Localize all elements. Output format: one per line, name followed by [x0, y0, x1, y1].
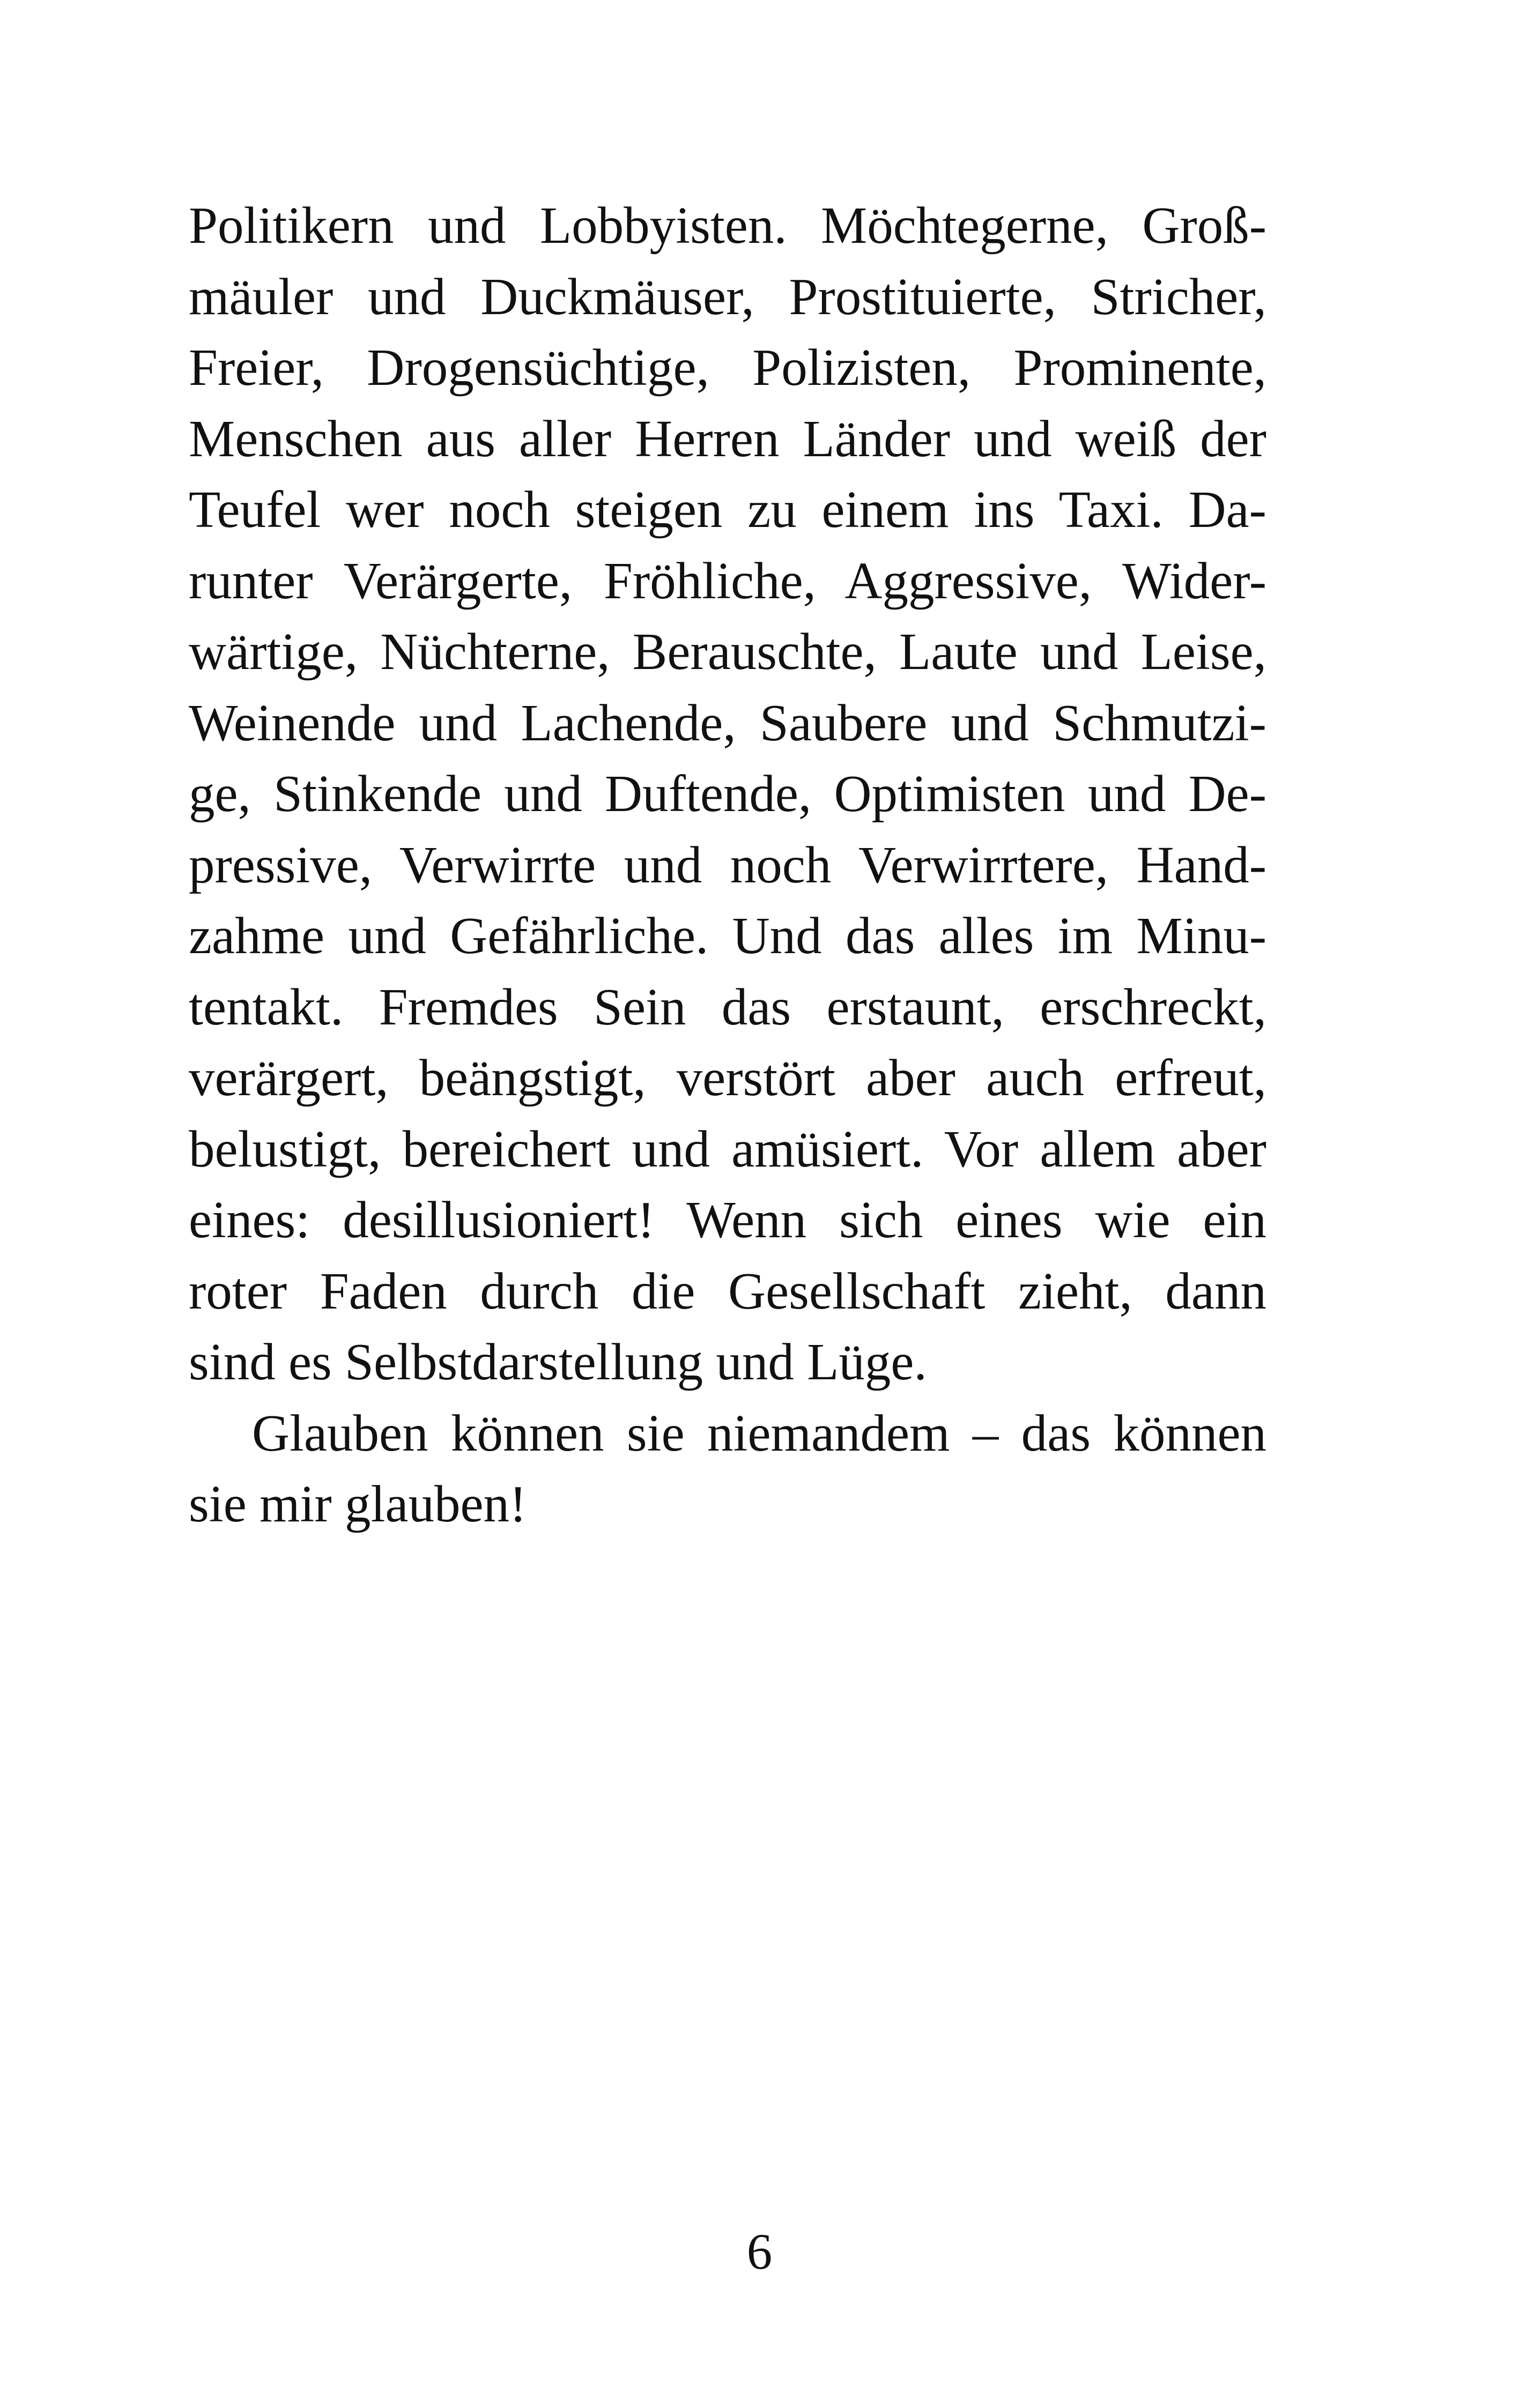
text-line: Weinende und Lachende, Saubere und Schmutzi-	[189, 694, 1266, 752]
text-line: sind es Selbstdarstellung und Lüge.	[189, 1333, 927, 1391]
text-line: zahme und Gefährliche. Und das alles im Minu-	[189, 907, 1266, 964]
text-line: Freier, Drogensüchtige, Polizisten, Prominente,	[189, 339, 1266, 396]
text-line: sie mir glauben!	[189, 1475, 527, 1533]
text-line: roter Faden durch die Gesellschaft zieht, dann	[189, 1262, 1266, 1320]
text-line: ge, Stinkende und Duftende, Optimisten und De-	[189, 765, 1266, 822]
text-line: mäuler und Duckmäuser, Prostituierte, Stricher,	[189, 267, 1266, 325]
paragraph-1	[189, 190, 1266, 1398]
text-line: pressive, Verwirrte und noch Verwirrtere, Hand-	[189, 836, 1266, 894]
text-line: runter Verärgerte, Fröhliche, Aggressive, Wider-	[189, 552, 1266, 610]
text-line: Menschen aus aller Herren Länder und weiß der	[189, 410, 1266, 467]
text-line: wärtige, Nüchterne, Berauschte, Laute und Leise,	[189, 623, 1266, 680]
text-line: eines: desillusioniert! Wenn sich eines wie ein	[189, 1191, 1266, 1248]
paragraph-2	[189, 1398, 1266, 1540]
body-text	[189, 190, 1266, 1540]
text-line: Teufel wer noch steigen zu einem ins Taxi. Da-	[189, 481, 1266, 538]
text-line: Glauben können sie niemandem – das können	[252, 1404, 1266, 1462]
text-line: belustigt, bereichert und amüsiert. Vor allem aber	[189, 1120, 1266, 1178]
text-line: verärgert, beängstigt, verstört aber auch erfreut,	[189, 1049, 1266, 1106]
text-line: Politikern und Lobbyisten. Möchtegerne, Groß-	[189, 197, 1266, 254]
text-line: tentakt. Fremdes Sein das erstaunt, erschreckt,	[189, 978, 1266, 1036]
page-number: 6	[746, 2223, 773, 2280]
